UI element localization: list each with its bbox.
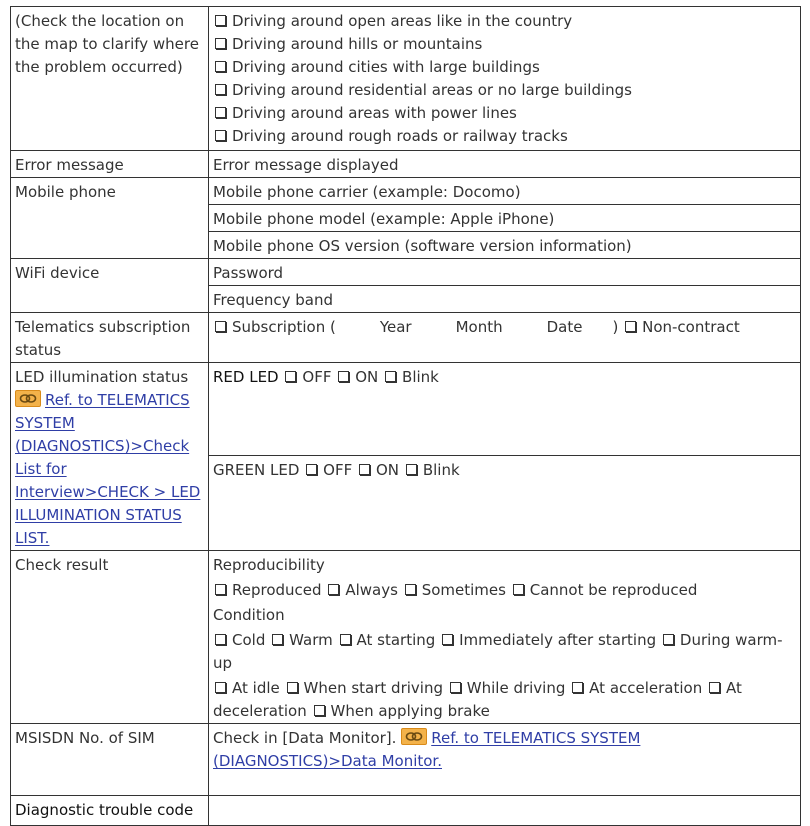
date-field[interactable]: Date <box>546 318 583 336</box>
wifi-band-field: Frequency band <box>213 291 333 309</box>
condition-heading: Condition <box>213 606 285 624</box>
link-reference-icon <box>15 390 41 407</box>
mobile-phone-label-cell <box>11 178 209 259</box>
telematics-value-cell <box>209 313 801 363</box>
telematics-row <box>11 313 801 363</box>
mobile-os-cell[interactable] <box>209 232 801 259</box>
mobile-os-field: Mobile phone OS version (software version information) <box>213 237 632 255</box>
checkbox-icon[interactable] <box>215 61 226 72</box>
checkbox-icon[interactable] <box>406 464 417 475</box>
telematics-options: Subscription ( Year Month Date ) Non-contract <box>213 316 796 339</box>
checkbox-icon[interactable] <box>215 634 226 645</box>
red-led-on: ON <box>355 368 379 386</box>
led-row <box>11 363 801 456</box>
non-contract-option: Non-contract <box>642 318 740 336</box>
telematics-label: Telematics subscription status <box>15 318 191 359</box>
checkbox-icon[interactable] <box>663 634 674 645</box>
mobile-model-cell[interactable] <box>209 205 801 232</box>
error-message-row <box>11 151 801 178</box>
location-options-cell <box>209 7 801 151</box>
mobile-model-field: Mobile phone model (example: Apple iPhone) <box>213 210 555 228</box>
mobile-carrier-field: Mobile phone carrier (example: Docomo) <box>213 183 521 201</box>
wifi-password-cell[interactable] <box>209 259 801 286</box>
check-result-row <box>11 551 801 724</box>
green-led-off: OFF <box>323 461 353 480</box>
dtc-label: Diagnostic trouble code <box>15 801 194 819</box>
red-led-cell <box>209 363 801 456</box>
checkbox-icon[interactable] <box>215 38 226 49</box>
reproducibility-options: Reproduced Always Sometimes Cannot be reproduced <box>213 579 796 602</box>
green-led-on: ON <box>376 461 400 480</box>
mobile-phone-row <box>11 178 801 205</box>
green-led-cell <box>209 456 801 551</box>
link-reference-icon <box>401 728 427 745</box>
checkbox-icon[interactable] <box>287 682 298 693</box>
error-message-value-cell[interactable] <box>209 151 801 178</box>
option-open-areas[interactable]: Driving around open areas like in the country <box>213 10 796 33</box>
checkbox-icon[interactable] <box>513 584 524 595</box>
checkbox-icon[interactable] <box>385 371 396 382</box>
checkbox-icon[interactable] <box>215 130 226 141</box>
location-label: (Check the location on the map to clarify where the problem occurred) <box>15 12 199 76</box>
wifi-password-field: Password <box>213 264 284 282</box>
checkbox-icon[interactable] <box>450 682 461 693</box>
checkbox-icon[interactable] <box>215 15 226 26</box>
red-led-blink: Blink <box>402 368 439 386</box>
option-rough-roads[interactable]: Driving around rough roads or railway tracks <box>213 125 796 148</box>
msisdn-label-cell <box>11 724 209 796</box>
checkbox-icon[interactable] <box>314 705 325 716</box>
year-field[interactable]: Year <box>379 318 412 336</box>
dtc-value-cell[interactable] <box>209 796 801 826</box>
checkbox-icon[interactable] <box>709 682 720 693</box>
msisdn-row <box>11 724 801 796</box>
msisdn-text <box>213 729 640 770</box>
checkbox-icon[interactable] <box>272 634 283 645</box>
checkbox-icon[interactable] <box>215 107 226 118</box>
checkbox-icon[interactable] <box>572 682 583 693</box>
reproducibility-heading: Reproducibility <box>213 556 325 574</box>
mobile-phone-label: Mobile phone <box>15 183 116 201</box>
diagnosis-checklist-table <box>10 6 801 826</box>
checkbox-icon[interactable] <box>285 371 296 382</box>
green-led-label: GREEN LED <box>213 461 300 480</box>
subscription-option: Subscription ( <box>232 318 336 336</box>
checkbox-icon[interactable] <box>215 584 226 595</box>
checkbox-icon[interactable] <box>306 464 317 475</box>
msisdn-instruction: Check in [Data Monitor]. <box>213 729 397 747</box>
wifi-label-cell <box>11 259 209 313</box>
green-led-options <box>213 459 796 482</box>
error-message-value: Error message displayed <box>213 156 399 174</box>
dtc-row <box>11 796 801 826</box>
green-led-blink: Blink <box>422 461 460 480</box>
data-monitor-link[interactable]: Ref. to TELEMATICS SYSTEM (DIAGNOSTICS)>Data Monitor. <box>213 729 641 770</box>
red-led-label: RED LED <box>213 368 279 386</box>
mobile-carrier-cell[interactable] <box>209 178 801 205</box>
wifi-row <box>11 259 801 286</box>
led-reference <box>15 391 200 547</box>
red-led-off: OFF <box>302 368 332 386</box>
month-field[interactable]: Month <box>455 318 503 336</box>
condition-options-1: Cold Warm At starting Immediately after starting During warm-up <box>213 631 783 672</box>
telematics-label-cell <box>11 313 209 363</box>
error-message-label-cell <box>11 151 209 178</box>
error-message-label: Error message <box>15 156 124 174</box>
red-led-options <box>213 366 796 389</box>
checkbox-icon[interactable] <box>340 634 351 645</box>
msisdn-value-cell <box>209 724 801 796</box>
check-result-label-cell <box>11 551 209 724</box>
checkbox-icon[interactable] <box>215 84 226 95</box>
check-result-cell <box>209 551 801 724</box>
wifi-label: WiFi device <box>15 264 100 282</box>
wifi-band-cell[interactable] <box>209 286 801 313</box>
led-status-list-link[interactable]: Ref. to TELEMATICS SYSTEM (DIAGNOSTICS)>Check List for Interview>CHECK > LED ILLUMINATION STATUS LIST. <box>15 391 201 547</box>
dtc-label-cell <box>11 796 209 826</box>
option-power-lines[interactable]: Driving around areas with power lines <box>213 102 796 125</box>
checkbox-icon[interactable] <box>215 682 226 693</box>
location-label-cell <box>11 7 209 151</box>
condition-options-2: At idle When start driving While driving At acceleration At deceleration When applying brake <box>213 679 742 720</box>
checkbox-icon[interactable] <box>442 634 453 645</box>
option-cities[interactable]: Driving around cities with large buildings <box>213 56 796 79</box>
check-result-label: Check result <box>15 556 109 574</box>
checkbox-icon[interactable] <box>625 321 636 332</box>
msisdn-label: MSISDN No. of SIM <box>15 729 155 747</box>
checkbox-icon[interactable] <box>215 321 226 332</box>
led-label: LED illumination status <box>15 368 189 386</box>
option-residential[interactable]: Driving around residential areas or no large buildings <box>213 79 796 102</box>
checkbox-icon[interactable] <box>359 464 370 475</box>
option-hills[interactable]: Driving around hills or mountains <box>213 33 796 56</box>
checkbox-icon[interactable] <box>405 584 416 595</box>
location-row <box>11 7 801 151</box>
led-label-cell <box>11 363 209 551</box>
checkbox-icon[interactable] <box>328 584 339 595</box>
checkbox-icon[interactable] <box>338 371 349 382</box>
